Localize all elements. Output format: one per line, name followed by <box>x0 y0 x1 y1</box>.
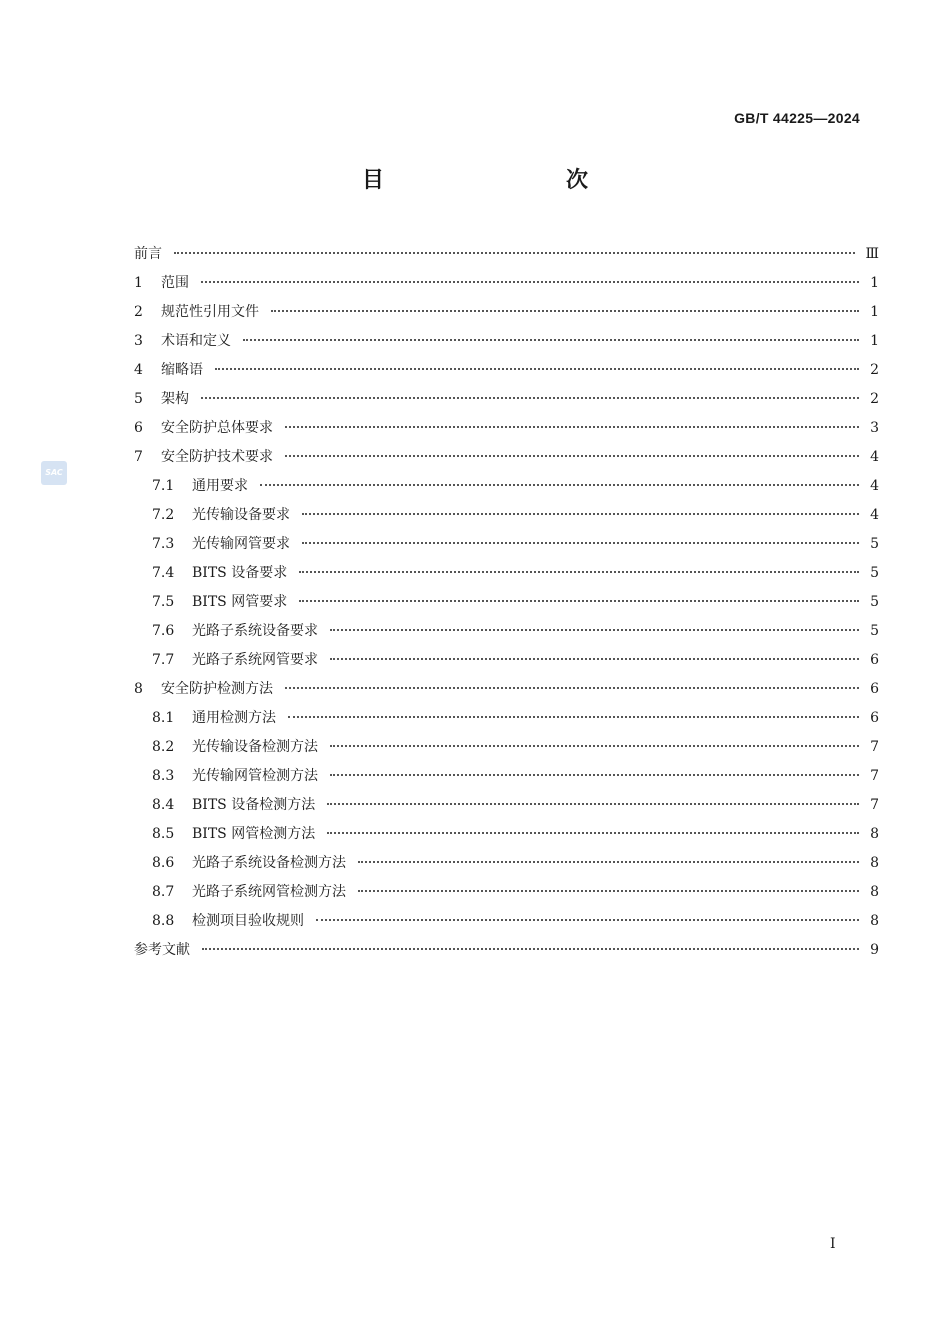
toc-entry-number: 7.2 <box>152 507 175 523</box>
standard-number: GB/T 44225—2024 <box>734 110 860 126</box>
toc-entry-label: BITS 设备要求 <box>192 565 288 581</box>
toc-entry-page: 1 <box>870 333 879 349</box>
dot-leader <box>327 802 859 805</box>
toc-entry[interactable] <box>134 763 879 792</box>
toc-entry-label: 光传输设备要求 <box>192 507 290 523</box>
toc-entry-label: 架构 <box>161 391 189 407</box>
toc-entry-page: 5 <box>870 594 879 610</box>
toc-entry-label: 规范性引用文件 <box>161 304 259 320</box>
toc-entry-label: 术语和定义 <box>161 333 231 349</box>
toc-entry[interactable] <box>134 589 879 618</box>
toc-entry-label: 光传输设备检测方法 <box>192 739 318 755</box>
toc-entry-number: 8 <box>134 681 143 697</box>
toc-entry-number: 7.6 <box>152 623 175 639</box>
toc-entry-page: 1 <box>870 275 879 291</box>
toc-entry-page: 4 <box>870 507 879 523</box>
toc-entry-label: BITS 网管要求 <box>192 594 288 610</box>
toc-entry-number: 7.5 <box>152 594 175 610</box>
toc-entry[interactable] <box>134 647 879 676</box>
toc-entry-label: 安全防护检测方法 <box>161 681 273 697</box>
toc-entry-number: 8.1 <box>152 710 175 726</box>
dot-leader <box>201 396 859 399</box>
toc-entry-label: 参考文献 <box>134 942 190 958</box>
toc-entry-number: 4 <box>134 362 143 378</box>
dot-leader <box>174 251 855 254</box>
toc-entry[interactable] <box>134 299 879 328</box>
toc-entry-page: 8 <box>870 913 879 929</box>
toc-entry[interactable] <box>134 270 879 299</box>
dot-leader <box>330 628 859 631</box>
toc-entry-page: 7 <box>870 768 879 784</box>
dot-leader <box>202 947 859 950</box>
toc-entry-page: 1 <box>870 304 879 320</box>
toc-entry[interactable] <box>134 386 879 415</box>
dot-leader <box>316 918 859 921</box>
dot-leader <box>299 570 859 573</box>
toc-entry-page: 7 <box>870 739 879 755</box>
toc-entry[interactable] <box>134 676 879 705</box>
toc-entry-label: 光路子系统网管检测方法 <box>192 884 346 900</box>
toc-entry[interactable] <box>134 444 879 473</box>
toc-entry-page: 4 <box>870 449 879 465</box>
toc-entry-label: 前言 <box>134 246 162 262</box>
toc-entry[interactable] <box>134 241 879 270</box>
toc-entry-number: 8.7 <box>152 884 175 900</box>
dot-leader <box>260 483 859 486</box>
toc-entry-number: 1 <box>134 275 143 291</box>
toc-entry-page: 2 <box>870 391 879 407</box>
toc-entry-label: 光传输网管检测方法 <box>192 768 318 784</box>
toc-entry-page: 7 <box>870 797 879 813</box>
dot-leader <box>327 831 859 834</box>
toc-entry-page: 6 <box>870 681 879 697</box>
dot-leader <box>215 367 859 370</box>
toc-entry-page: Ⅲ <box>865 246 879 262</box>
page-number: Ⅰ <box>830 1236 836 1252</box>
dot-leader <box>285 686 859 689</box>
dot-leader <box>288 715 859 718</box>
toc-entry-page: 2 <box>870 362 879 378</box>
toc-entry-number: 8.4 <box>152 797 175 813</box>
toc-entry[interactable] <box>134 821 879 850</box>
toc-entry-number: 7.3 <box>152 536 175 552</box>
toc-entry[interactable] <box>134 560 879 589</box>
table-of-contents <box>134 241 879 966</box>
toc-entry-label: BITS 设备检测方法 <box>192 797 316 813</box>
toc-entry-page: 5 <box>870 536 879 552</box>
toc-entry-number: 8.3 <box>152 768 175 784</box>
toc-entry-page: 3 <box>870 420 879 436</box>
toc-entry-number: 7.7 <box>152 652 175 668</box>
toc-entry-number: 7 <box>134 449 143 465</box>
sac-watermark-logo: SAC <box>41 461 67 485</box>
toc-entry[interactable] <box>134 705 879 734</box>
toc-entry-label: 范围 <box>161 275 189 291</box>
toc-entry[interactable] <box>134 473 879 502</box>
dot-leader <box>330 773 859 776</box>
toc-entry[interactable] <box>134 879 879 908</box>
toc-entry-number: 6 <box>134 420 143 436</box>
toc-entry[interactable] <box>134 502 879 531</box>
toc-entry[interactable] <box>134 357 879 386</box>
toc-entry-label: 光路子系统设备要求 <box>192 623 318 639</box>
toc-entry-label: BITS 网管检测方法 <box>192 826 316 842</box>
toc-entry[interactable] <box>134 415 879 444</box>
toc-entry-page: 6 <box>870 652 879 668</box>
toc-entry[interactable] <box>134 937 879 966</box>
toc-entry-label: 安全防护技术要求 <box>161 449 273 465</box>
dot-leader <box>302 541 859 544</box>
toc-entry-page: 5 <box>870 623 879 639</box>
toc-entry-label: 通用检测方法 <box>192 710 276 726</box>
dot-leader <box>271 309 859 312</box>
toc-entry-number: 3 <box>134 333 143 349</box>
toc-entry[interactable] <box>134 531 879 560</box>
toc-entry-number: 8.5 <box>152 826 175 842</box>
toc-entry-number: 8.2 <box>152 739 175 755</box>
dot-leader <box>285 425 859 428</box>
toc-entry[interactable] <box>134 618 879 647</box>
toc-entry[interactable] <box>134 328 879 357</box>
dot-leader <box>358 860 859 863</box>
toc-entry-number: 2 <box>134 304 143 320</box>
dot-leader <box>302 512 859 515</box>
toc-entry-page: 8 <box>870 884 879 900</box>
toc-entry-label: 光路子系统设备检测方法 <box>192 855 346 871</box>
toc-entry-label: 缩略语 <box>161 362 203 378</box>
toc-entry-number: 7.4 <box>152 565 175 581</box>
toc-entry-page: 9 <box>870 942 879 958</box>
toc-entry-number: 7.1 <box>152 478 175 494</box>
dot-leader <box>299 599 859 602</box>
toc-entry[interactable] <box>134 908 879 937</box>
toc-entry-label: 光路子系统网管要求 <box>192 652 318 668</box>
toc-entry-page: 8 <box>870 826 879 842</box>
toc-entry-number: 8.6 <box>152 855 175 871</box>
dot-leader <box>358 889 859 892</box>
toc-entry-page: 8 <box>870 855 879 871</box>
toc-entry-page: 6 <box>870 710 879 726</box>
dot-leader <box>243 338 859 341</box>
toc-entry-number: 8.8 <box>152 913 175 929</box>
toc-entry-label: 光传输网管要求 <box>192 536 290 552</box>
toc-entry[interactable] <box>134 792 879 821</box>
toc-entry-label: 安全防护总体要求 <box>161 420 273 436</box>
dot-leader <box>330 657 859 660</box>
toc-entry-number: 5 <box>134 391 143 407</box>
toc-entry[interactable] <box>134 734 879 763</box>
toc-entry-page: 4 <box>870 478 879 494</box>
toc-entry-label: 检测项目验收规则 <box>192 913 304 929</box>
dot-leader <box>201 280 859 283</box>
toc-entry-page: 5 <box>870 565 879 581</box>
dot-leader <box>285 454 859 457</box>
toc-entry[interactable] <box>134 850 879 879</box>
toc-entry-label: 通用要求 <box>192 478 248 494</box>
toc-title: 目 次 <box>361 168 634 193</box>
dot-leader <box>330 744 859 747</box>
